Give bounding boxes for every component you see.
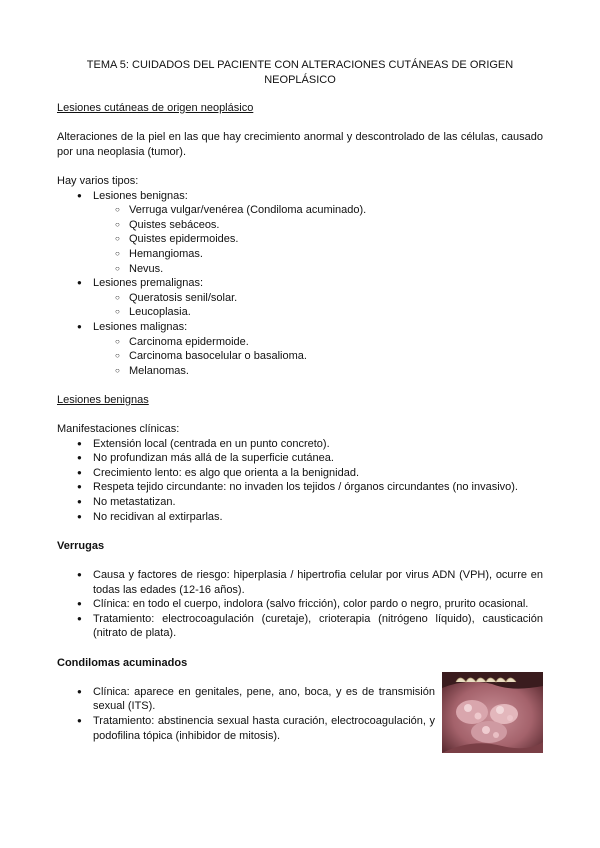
list-item: ○ Leucoplasia. [57,305,543,320]
list-item: ● Clínica: aparece en genitales, pene, ano, boca, y es de transmisión sexual (ITS). [57,685,435,714]
list-item: ● Crecimiento lento: es algo que orienta a la benignidad. [57,466,543,481]
warts-list [57,568,543,641]
list-item: ○ Queratosis senil/solar. [57,291,543,306]
manifestations-list [57,437,543,525]
section-heading-warts: Verrugas [57,539,105,552]
list-item: ● Lesiones premalignas: ○ Queratosis senil/solar. ○ Leucoplasia. [57,276,543,320]
condylomas-list [57,685,435,743]
section-heading-neoplastic: Lesiones cutáneas de origen neoplásico [57,102,254,114]
list-item: ● Clínica: en todo el cuerpo, indolora (salvo fricción), color pardo o negro, prurito ocasional. [57,597,543,612]
manifestations-intro: Manifestaciones clínicas: [57,423,180,436]
list-item: ○ Melanomas. [57,364,543,379]
list-item: ● Tratamiento: electrocoagulación (curetaje), crioterapia (nitrógeno líquido), causticación (nitrato de plata). [57,612,543,641]
list-item: ○ Hemangiomas. [57,247,543,262]
document-page [57,58,543,743]
list-item: ● Tratamiento: abstinencia sexual hasta curación, electrocoagulación, y podofilina tópica (inhibidor de mitosis). [57,714,435,743]
section-heading-condylomas: Condilomas acuminados [57,656,188,669]
list-item: ○ Carcinoma basocelular o basalioma. [57,349,543,364]
list-item: ○ Carcinoma epidermoide. [57,335,543,350]
paragraph-intro: Alteraciones de la piel en las que hay crecimiento anormal y descontrolado de las células, causado por una neoplasia (tumor). [57,131,543,158]
list-item: ○ Verruga vulgar/venérea (Condiloma acuminado). [57,203,543,218]
list-item: ○ Nevus. [57,262,543,277]
types-intro: Hay varios tipos: [57,174,139,187]
page-title: TEMA 5: CUIDADOS DEL PACIENTE CON ALTERACIONES CUTÁNEAS DE ORIGEN NEOPLÁSICO [86,59,514,86]
list-item: ○ Quistes sebáceos. [57,218,543,233]
list-item: ● Lesiones malignas: ○ Carcinoma epidermoide. ○ Carcinoma basocelular o basalioma. ○ Melanomas. [57,320,543,378]
list-item: ● Causa y factores de riesgo: hiperplasia / hipertrofia celular por virus ADN (VPH), ocurre en todas las edades (12-16 años). [57,568,543,597]
list-item: ● Extensión local (centrada en un punto concreto). [57,437,543,452]
list-item: ● No profundizan más allá de la superficie cutánea. [57,451,543,466]
list-item: ○ Quistes epidermoides. [57,232,543,247]
list-item: ● No metastatizan. [57,495,543,510]
types-list [57,189,543,379]
list-item: ● Lesiones benignas: ○ Verruga vulgar/venérea (Condiloma acuminado). ○ Quistes sebáceos. ○ Quistes epidermoides. ○ Hemangiomas. ○ Nevus. [57,189,543,277]
section-heading-benign: Lesiones benignas [57,393,149,406]
condyloma-photo [442,672,543,753]
list-item: ● No recidivan al extirparlas. [57,510,543,525]
list-item: ● Respeta tejido circundante: no invaden los tejidos / órganos circundantes (no invasivo). [57,480,543,495]
